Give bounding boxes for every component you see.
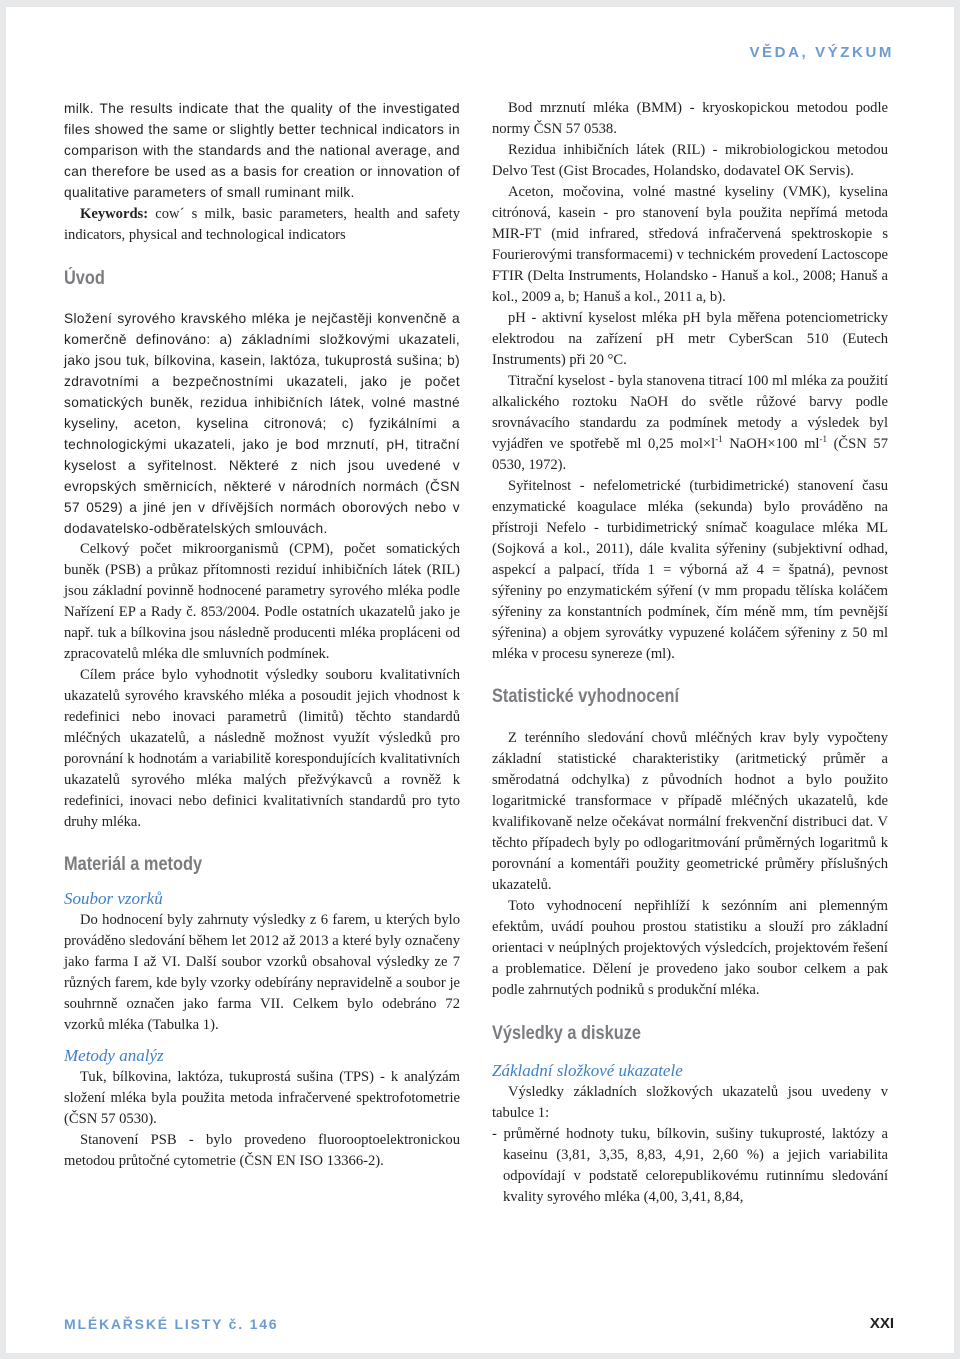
heading-vysledky: Výsledky a diskuze: [492, 1023, 641, 1044]
left-column: [64, 98, 460, 1172]
footer-page-number: XXI: [869, 1315, 894, 1332]
syritelnost-paragraph: Syřitelnost - nefelometrické (turbidimetrické) stanovení času enzymatické koagulace mléka (sekunda) bylo prováděno na přístroji Nefelo - turbidimetrický snímač koagulace mléka ML (Sojková a kol., 2011), dále kvalita sýřeniny (subjektivní odhad, aspekcí a palpací, třída 1 = výborná až 4 = špatná), pevnost sýřeniny po enzymatickém sýření (v mm propadu tělíska koláčem sýřeniny za konstantních podmínek, čím méně mm, tím pevnější sýřenina) a objem syrovátky vypuzené koláčem sýřeniny z 50 ml mléka v procesu synereze (ml).: [492, 478, 888, 662]
titration-text-b: NaOH×100 ml: [722, 436, 820, 452]
titration-sup-1: -1: [715, 434, 723, 445]
heading-uvod: Úvod: [64, 268, 105, 289]
abstract-end: milk. The results indicate that the quality of the investigated files showed the same or slightly better technical indicators in comparison with the standards and the national average, and can therefore be used as a basis for creation or innovation of qualitative parameters of small ruminant milk.: [64, 101, 460, 200]
titration-sup-2: -1: [819, 434, 827, 445]
metody-paragraph-2: Stanovení PSB - bylo provedeno fluorooptoelektronickou metodou průtočné cytometrie (ČSN EN ISO 13366-2).: [64, 1132, 460, 1169]
uvod-paragraph-2: Celkový počet mikroorganismů (CPM), počet somatických buněk (PSB) a průkaz přítomnosti reziduí inhibičních látek (RIL) jsou základní povinně hodnocené parametry syrového mléka podle Nařízení EP a Rady č. 853/2004. Podle ostatních ukazatelů jako je např. tuk a bílkovina jsou následně producenti mléka propláceni od zpracovatelů mléka dle smluvních podmínek.: [64, 541, 460, 662]
stat-paragraph-1: Z terénního sledování chovů mléčných krav byly vypočteny základní statistické charakteristiky (aritmetický průměr a směrodatná odchylka) z původních hodnot a bylo použito logaritmické transformace v případě mléčných ukazatelů, kde kvalifikovaně nelze očekávat normální frekvenční distribuci dat. V těchto případech byly po odlogaritmování průměrných logaritmů k porovnání a komentáři použity geometrické průměry příslušných ukazatelů.: [492, 730, 888, 893]
ph-paragraph: pH - aktivní kyselost mléka pH byla měřena potenciometricky elektrodou na zařízení pH metr CyberScan 510 (Eutech Instruments) při 20 °C.: [492, 310, 888, 368]
ril-paragraph: Rezidua inhibičních látek (RIL) - mikrobiologickou metodou Delvo Test (Gist Brocades, Holandsko, dodavatel OK Servis).: [492, 142, 888, 179]
keywords-paragraph: [64, 204, 460, 246]
stat-paragraph-2: Toto vyhodnocení nepřihlíží k sezónním ani plemenným efektům, uvádí pouhou prostou statistiku a slouží pro základní orientaci v neúplných projektových výsledcích, projektovém řešení a problematice. Dělení je provedeno jako soubor celkem a pak podle zahrnutých podniků s produkční mléka.: [492, 898, 888, 998]
right-column: [492, 98, 888, 1208]
keywords-label: Keywords:: [80, 206, 149, 222]
uvod-paragraph-3: Cílem práce bylo vyhodnotit výsledky souboru kvalitativních ukazatelů syrového kravského mléka a posoudit jejich vhodnost k redefinici nebo inovaci parametrů (limitů) těchto standardů mléčných ukazatelů, a následně možnost využít výsledků pro porovnání k hodnotám a variabilitě korespondujících kvalitativních ukazatelů syrového mléka malých přežvýkavců a rovněž k redefinici, inovaci nebo definici kvalitativních standardů pro tyto druhy mléka.: [64, 667, 460, 830]
subheading-zakladni: Základní složkové ukazatele: [492, 1061, 683, 1080]
vysledky-list-item: - průměrné hodnoty tuku, bílkovin, sušiny tukuprosté, laktózy a kaseinu (3,81, 3,35, 8,83, 4,91, 2,60 %) a jejich variabilita odpovídají v podstatě celorepublikovému rutinnímu sledování kvality syrového mléka (4,00, 3,41, 8,84,: [492, 1126, 888, 1205]
titration-text-a: Titrační kyselost - byla stanovena titrací 100 ml mléka za použití alkalického roztoku NaOH do světle růžové barvy podle srovnávacího standardu za podmínek metody a výsledek byl vyjádřen ve spotřebě ml 0,25 mol×l: [492, 373, 888, 452]
vysledky-paragraph-1: Výsledky základních složkových ukazatelů jsou uvedeny v tabulce 1:: [492, 1084, 888, 1121]
aceton-paragraph: Aceton, močovina, volné mastné kyseliny (VMK), kyselina citrónová, kasein - pro stanovení byla použita nepřímá metoda MIR-FT (mid infrared, středová infračervená spektroskopie s Fourierovými transformacemi) v technickém provedení Lactoscope FTIR (Delta Instruments, Holandsko - Hanuš a kol., 2008; Hanuš a kol., 2009 a, b; Hanuš a kol., 2011 a, b).: [492, 184, 888, 305]
titration-text-c: (ČSN 57 0530, 1972).: [492, 436, 889, 473]
heading-statistika: Statistické vyhodnocení: [492, 686, 680, 707]
section-header: VĚDA, VÝZKUM: [749, 44, 894, 61]
uvod-paragraph-1: Složení syrového kravského mléka je nejčastěji konvenčně a komerčně definováno: a) základními složkovými ukazateli, jako jsou tuk, bílkovina, kasein, laktóza, tukuprostá sušina; b) zdravotními a bezpečnostními ukazateli, jako je počet somatických buněk, rezidua inhibičních látek, volné mastné kyseliny, aceton, kyselina citronová; c) fyzikálními a technologickými ukazateli, jako je bod mrznutí, pH, titrační kyselost a syřitelnost. Některé z nich jsou uvedené v evropských směrnicích, některé v národních normách (ČSN 57 0529) a jiné jen v dřívějších normách oborových nebo v dodavatelsko-odběratelských smlouvách.: [64, 311, 460, 536]
bmm-paragraph: Bod mrznutí mléka (BMM) - kryoskopickou metodou podle normy ČSN 57 0538.: [492, 100, 888, 137]
soubor-paragraph: Do hodnocení byly zahrnuty výsledky z 6 farem, u kterých bylo prováděno sledování během let 2012 až 2013 a které byly označeny jako farma I až VI. Další soubor vzorků obsahoval výsledky ze 7 různých farem, kde byly vzorky odebírány nepravidelně a soubor je souhrnně označen jako farma VII. Celkem bylo odebráno 72 vzorků mléka (Tabulka 1).: [64, 912, 460, 1033]
heading-material: Materiál a metody: [64, 854, 203, 875]
metody-paragraph-1: Tuk, bílkovina, laktóza, tukuprostá sušina (TPS) - k analýzám složení mléka byla použita metoda infračervené spektrofotometrie (ČSN 57 0530).: [64, 1069, 460, 1127]
footer-journal: MLÉKAŘSKÉ LISTY č. 146: [64, 1316, 279, 1332]
subheading-metody: Metody analýz: [64, 1046, 164, 1065]
titration-paragraph: [492, 371, 888, 476]
subheading-soubor: Soubor vzorků: [64, 889, 163, 908]
keywords-text: cow´ s milk, basic parameters, health and safety indicators, physical and technological indicators: [64, 206, 460, 243]
